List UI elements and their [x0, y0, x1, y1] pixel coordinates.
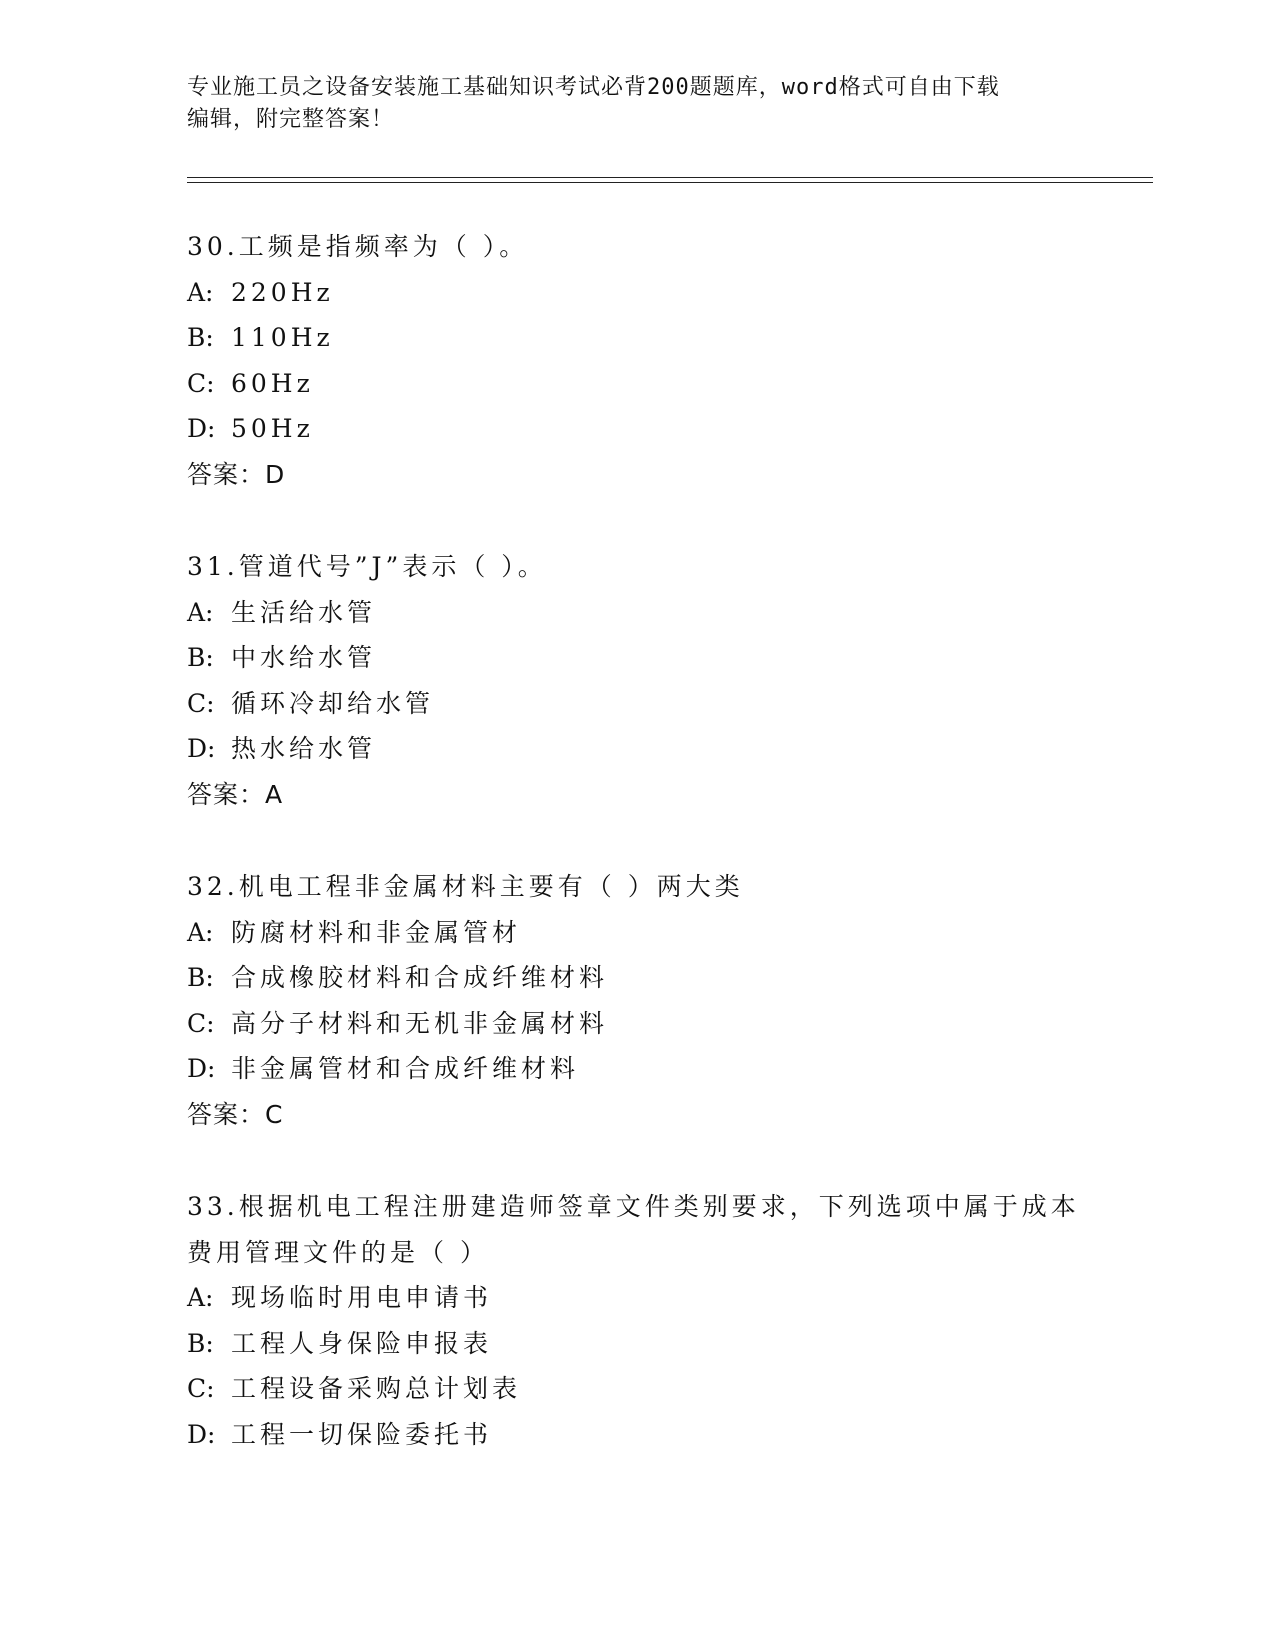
header-divider-bottom — [187, 182, 1153, 183]
option-d — [187, 726, 1087, 772]
option-letter: D: — [187, 1419, 216, 1449]
option-letter: B: — [187, 963, 214, 992]
question-title: 33.根据机电工程注册建造师签章文件类别要求，下列选项中属于成本 — [187, 1192, 1080, 1221]
option-d — [187, 1046, 1087, 1092]
answer: 答案：C — [187, 1099, 284, 1129]
option-c — [187, 1366, 1087, 1412]
option-b — [187, 635, 1087, 681]
header-line-1: 专业施工员之设备安装施工基础知识考试必背200题题库，word格式可自由下载 — [187, 75, 1000, 100]
option-letter: D: — [187, 1054, 216, 1083]
question-31 — [187, 544, 1087, 817]
option-b — [187, 315, 1087, 361]
option-text: 现场临时用电申请书 — [231, 1283, 493, 1312]
option-text: 50Hz — [231, 414, 314, 443]
option-letter: D: — [187, 414, 216, 443]
option-letter: C: — [187, 1008, 215, 1038]
header-divider-top — [187, 177, 1153, 178]
option-text: 110Hz — [231, 323, 334, 352]
question-title: 30.工频是指频率为（ ）。 — [187, 232, 529, 261]
document-header — [187, 72, 1087, 136]
question-title: 32.机电工程非金属材料主要有（ ）两大类 — [187, 872, 744, 901]
option-letter: D: — [187, 734, 216, 763]
option-text: 高分子材料和无机非金属材料 — [231, 1008, 609, 1038]
question-30 — [187, 224, 1087, 497]
header-line-2: 编辑，附完整答案！ — [187, 107, 395, 132]
option-letter: A: — [187, 917, 214, 947]
option-d — [187, 1412, 1087, 1458]
option-letter: A: — [187, 277, 214, 307]
option-text: 生活给水管 — [231, 597, 377, 627]
question-title: 31.管道代号”J”表示（ ）。 — [187, 552, 547, 581]
option-letter: B: — [187, 1328, 214, 1358]
answer: 答案：D — [187, 459, 286, 489]
question-33 — [187, 1184, 1087, 1457]
option-text: 循环冷却给水管 — [231, 688, 435, 718]
option-a — [187, 1275, 1087, 1321]
option-b — [187, 955, 1087, 1001]
option-letter: C: — [187, 1374, 215, 1403]
option-a — [187, 910, 1087, 956]
option-text: 热水给水管 — [231, 734, 377, 763]
option-a — [187, 270, 1087, 316]
option-letter: B: — [187, 643, 214, 672]
option-c — [187, 1001, 1087, 1047]
option-text: 防腐材料和非金属管材 — [231, 917, 522, 947]
option-letter: A: — [187, 597, 214, 627]
option-b — [187, 1321, 1087, 1367]
option-d — [187, 406, 1087, 452]
option-letter: A: — [187, 1283, 214, 1312]
option-c — [187, 361, 1087, 407]
option-text: 中水给水管 — [231, 643, 377, 672]
question-32 — [187, 864, 1087, 1137]
question-title-continued: 费用管理文件的是（ ） — [187, 1237, 489, 1267]
option-text: 合成橡胶材料和合成纤维材料 — [231, 963, 609, 992]
option-c — [187, 681, 1087, 727]
option-text: 工程人身保险申报表 — [231, 1328, 493, 1358]
option-text: 220Hz — [231, 277, 334, 307]
option-text: 非金属管材和合成纤维材料 — [231, 1054, 580, 1083]
option-letter: B: — [187, 323, 214, 352]
option-text: 60Hz — [231, 368, 314, 398]
option-text: 工程一切保险委托书 — [231, 1419, 493, 1449]
answer: 答案：A — [187, 779, 284, 809]
option-letter: C: — [187, 368, 215, 398]
option-letter: C: — [187, 688, 215, 718]
option-a — [187, 590, 1087, 636]
option-text: 工程设备采购总计划表 — [231, 1374, 522, 1403]
